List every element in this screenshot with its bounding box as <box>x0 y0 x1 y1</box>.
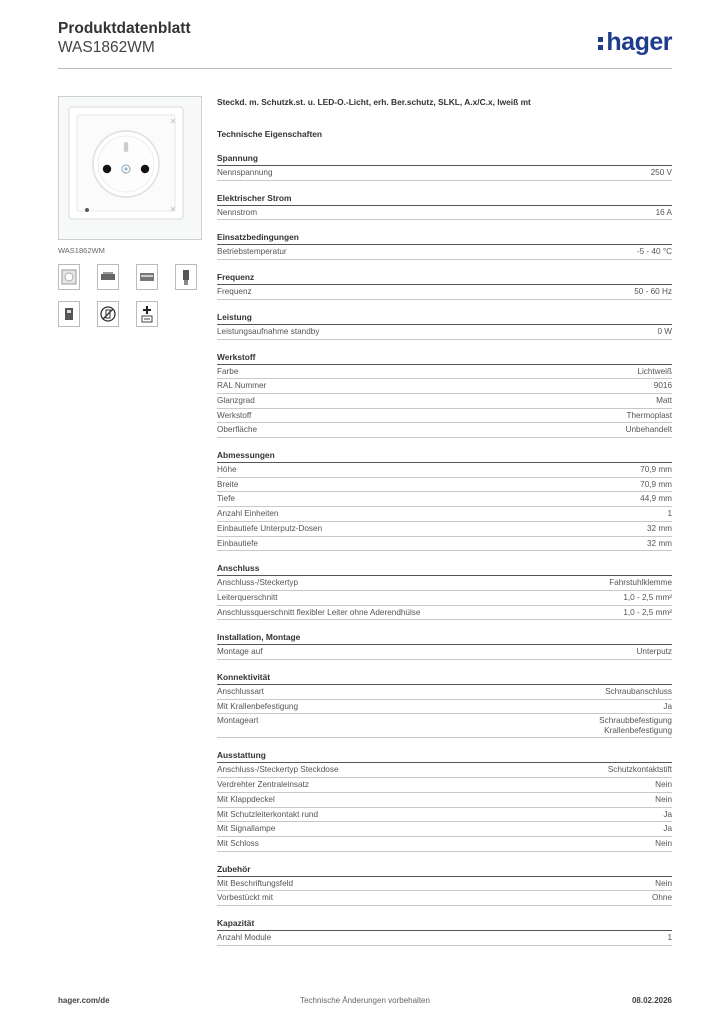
spec-row <box>217 714 672 738</box>
spec-value: Unbehandelt <box>625 425 672 435</box>
spec-section <box>217 748 672 851</box>
spec-label: Anzahl Module <box>217 933 272 943</box>
tech-heading: Technische Eigenschaften <box>217 129 323 139</box>
spec-row <box>217 591 672 606</box>
spec-value: 50 - 60 Hz <box>634 287 672 297</box>
spec-row <box>217 463 672 478</box>
spec-value: Ja <box>663 701 672 711</box>
spec-section <box>217 862 672 906</box>
spec-section <box>217 670 672 738</box>
spec-value: Nein <box>655 838 672 848</box>
spec-label: Betriebstemperatur <box>217 247 287 257</box>
connector-icon <box>58 301 80 327</box>
section-title: Konnektivität <box>217 670 672 685</box>
spec-label: Anschlussquerschnitt flexibler Leiter ohne Aderendhülse <box>217 607 421 617</box>
section-title: Einsatzbedingungen <box>217 230 672 245</box>
spec-value: 70,9 mm <box>640 465 672 475</box>
spec-row <box>217 325 672 340</box>
no-screwdriver-icon <box>97 301 119 327</box>
spec-label: Oberfläche <box>217 425 258 435</box>
spec-label: Höhe <box>217 465 237 475</box>
spec-label: Werkstoff <box>217 410 252 420</box>
spec-sections <box>217 151 672 946</box>
spec-value: -5 - 40 °C <box>636 247 672 257</box>
section-title: Kapazität <box>217 916 672 931</box>
logo-dots-icon <box>598 33 605 51</box>
product-image <box>58 96 202 240</box>
spec-label: Mit Krallenbefestigung <box>217 701 299 711</box>
spec-value: 70,9 mm <box>640 479 672 489</box>
spec-label: Anzahl Einheiten <box>217 509 279 519</box>
spec-label: Tiefe <box>217 494 235 504</box>
spec-section <box>217 310 672 340</box>
footer-date: 08.02.2026 <box>631 996 672 1005</box>
header-divider <box>58 68 672 69</box>
spec-value: 1,0 - 2,5 mm² <box>623 607 672 617</box>
spec-row <box>217 877 672 892</box>
mount-depth-icon <box>136 264 158 290</box>
spec-value: Thermoplast <box>626 410 672 420</box>
spec-label: Mit Signallampe <box>217 824 276 834</box>
spec-row <box>217 409 672 424</box>
page-footer <box>58 996 672 1008</box>
spec-label: Verdrehter Zentraleinsatz <box>217 780 309 790</box>
spec-value: Ohne <box>651 893 672 903</box>
spec-row <box>217 808 672 823</box>
spec-label: Mit Schutzleiterkontakt rund <box>217 809 319 819</box>
feature-icons <box>58 264 202 327</box>
spec-value: Matt <box>656 395 672 405</box>
logo-text: hager <box>606 28 672 56</box>
spec-label: Leiterquerschnitt <box>217 592 278 602</box>
protective-earth-icon <box>136 301 158 327</box>
spec-value: Ja <box>663 824 672 834</box>
spec-label: Anschluss-/Steckertyp <box>217 578 298 588</box>
spec-row <box>217 778 672 793</box>
spec-row <box>217 285 672 300</box>
spec-label: Mit Schloss <box>217 838 259 848</box>
section-title: Spannung <box>217 151 672 166</box>
product-data <box>217 96 672 946</box>
spec-label: Mit Klappdeckel <box>217 794 275 804</box>
spec-value: Fahrstuhlklemme <box>609 578 672 588</box>
spec-row <box>217 206 672 221</box>
product-media <box>58 96 202 327</box>
spec-label: Anschluss-/Steckertyp Steckdose <box>217 765 339 775</box>
page-title: Produktdatenblatt <box>58 20 191 37</box>
spec-value: 1 <box>667 933 672 943</box>
plug-icon <box>175 264 197 290</box>
spec-value: 32 mm <box>646 523 672 533</box>
section-title: Leistung <box>217 310 672 325</box>
spec-label: Montage auf <box>217 647 263 657</box>
spec-section <box>217 270 672 300</box>
section-title: Installation, Montage <box>217 630 672 645</box>
spec-row <box>217 365 672 380</box>
page-header <box>58 20 672 68</box>
spec-label: Breite <box>217 479 239 489</box>
spec-label: Mit Beschriftungsfeld <box>217 878 293 888</box>
spec-row <box>217 606 672 621</box>
spec-row <box>217 685 672 700</box>
spec-row <box>217 478 672 493</box>
section-title: Werkstoff <box>217 350 672 365</box>
footer-notice: Technische Änderungen vorbehalten <box>300 996 430 1005</box>
spec-value: 0 W <box>657 326 672 336</box>
spec-label: RAL Nummer <box>217 381 267 391</box>
spec-section <box>217 916 672 946</box>
spec-value: 1,0 - 2,5 mm² <box>623 592 672 602</box>
spec-row <box>217 507 672 522</box>
spec-row <box>217 166 672 181</box>
spec-label: Einbautiefe Unterputz-Dosen <box>217 523 323 533</box>
spec-row <box>217 763 672 778</box>
spec-value: Nein <box>655 794 672 804</box>
spec-label: Nennstrom <box>217 207 258 217</box>
spec-label: Nennspannung <box>217 168 273 177</box>
spec-label: Glanzgrad <box>217 395 255 405</box>
spec-value: 44,9 mm <box>640 494 672 504</box>
spec-row <box>217 837 672 852</box>
section-title: Abmessungen <box>217 448 672 463</box>
spec-row <box>217 492 672 507</box>
section-title: Elektrischer Strom <box>217 191 672 206</box>
spec-value: 250 V <box>650 168 672 177</box>
mount-side-icon <box>97 264 119 290</box>
spec-row <box>217 522 672 537</box>
section-title: Anschluss <box>217 561 672 576</box>
spec-section <box>217 151 672 181</box>
spec-value: Lichtweiß <box>637 366 672 376</box>
socket-front-icon <box>58 264 80 290</box>
spec-row <box>217 700 672 715</box>
spec-value: Schraubbefestigung Krallenbefestigung <box>599 716 672 736</box>
spec-row <box>217 245 672 260</box>
spec-row <box>217 423 672 438</box>
image-caption: WAS1862WM <box>58 246 105 255</box>
spec-value: 1 <box>667 509 672 519</box>
spec-row <box>217 822 672 837</box>
spec-label: Vorbestückt mit <box>217 893 273 903</box>
spec-value: Ja <box>663 809 672 819</box>
product-description: Steckd. m. Schutzk.st. u. LED-O.-Licht, erh. Ber.schutz, SLKL, A.x/C.x, lweiß mt <box>217 97 531 107</box>
spec-row <box>217 379 672 394</box>
spec-section <box>217 230 672 260</box>
spec-value: 9016 <box>653 381 672 391</box>
spec-value: Schutzkontaktstift <box>607 765 672 775</box>
spec-section <box>217 350 672 439</box>
spec-label: Einbautiefe <box>217 538 258 548</box>
section-title: Zubehör <box>217 862 672 877</box>
spec-label: Montageart <box>217 716 259 726</box>
spec-section <box>217 630 672 660</box>
hager-logo <box>598 28 672 57</box>
spec-row <box>217 931 672 946</box>
spec-row <box>217 576 672 591</box>
section-title: Ausstattung <box>217 748 672 763</box>
spec-label: Anschlussart <box>217 687 264 697</box>
section-title: Frequenz <box>217 270 672 285</box>
spec-row <box>217 793 672 808</box>
spec-label: Farbe <box>217 366 239 376</box>
spec-value: Unterputz <box>636 647 672 657</box>
spec-value: 16 A <box>655 207 672 217</box>
spec-label: Leistungsaufnahme standby <box>217 326 320 336</box>
spec-value: Schraubanschluss <box>605 687 672 697</box>
footer-website[interactable]: hager.com/de <box>58 996 110 1005</box>
spec-section <box>217 561 672 620</box>
spec-row <box>217 394 672 409</box>
spec-label: Frequenz <box>217 287 252 297</box>
spec-section <box>217 191 672 221</box>
spec-row <box>217 891 672 906</box>
spec-value: 32 mm <box>646 538 672 548</box>
spec-section <box>217 448 672 551</box>
spec-value: Nein <box>655 780 672 790</box>
product-code: WAS1862WM <box>58 39 155 56</box>
spec-value: Nein <box>655 878 672 888</box>
spec-row <box>217 537 672 552</box>
spec-row <box>217 645 672 660</box>
